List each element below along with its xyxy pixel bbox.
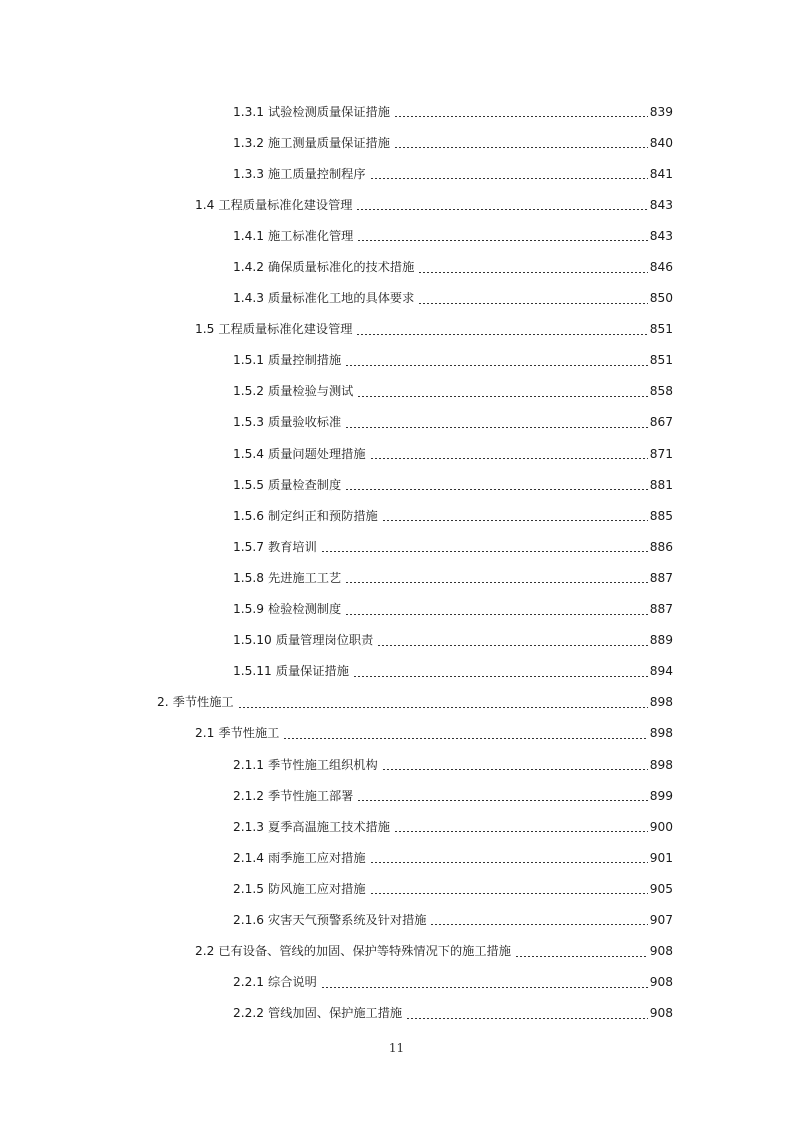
toc-entry[interactable] (0, 283, 793, 314)
toc-entry-number: 2.1.6 (233, 912, 265, 927)
toc-entry-title: 教育培训 (268, 539, 317, 554)
toc-entry-label (233, 539, 317, 555)
toc-dot-leader (321, 987, 648, 988)
toc-entry-title: 质量验收标准 (268, 415, 342, 430)
toc-entry-label (233, 850, 366, 866)
toc-entry[interactable] (0, 127, 793, 158)
toc-entry-label (195, 725, 279, 741)
toc-entry-title: 试验检测质量保证措施 (268, 104, 390, 119)
toc-entry-number: 1.5.5 (233, 477, 265, 492)
toc-entry-number: 1.4.2 (233, 260, 265, 275)
toc-dot-leader (370, 862, 648, 863)
toc-entry-page: 858 (649, 384, 673, 399)
toc-entry-page: 851 (649, 322, 673, 337)
toc-entry-number: 1.5.9 (233, 602, 265, 617)
toc-entry-title: 施工标准化管理 (268, 228, 354, 243)
toc-entry-number: 1.5.6 (233, 508, 265, 523)
toc-dot-leader (377, 645, 647, 646)
toc-entry-label (233, 104, 390, 120)
toc-dot-leader (370, 178, 648, 179)
toc-entry-title: 质量控制措施 (268, 353, 342, 368)
toc-entry-number: 1.5.11 (233, 664, 272, 679)
toc-dot-leader (238, 707, 648, 708)
toc-entry-label (233, 881, 366, 897)
toc-entry-page: 907 (649, 912, 673, 927)
toc-entry[interactable] (0, 407, 793, 438)
toc-entry-number: 1.4 (195, 197, 215, 212)
toc-entry-page: 843 (649, 228, 673, 243)
toc-entry[interactable] (0, 687, 793, 718)
toc-entry-title: 灾害天气预警系统及针对措施 (268, 912, 427, 927)
toc-entry[interactable] (0, 656, 793, 687)
toc-entry-label (233, 601, 341, 617)
toc-entry-label (233, 912, 426, 928)
toc-entry-title: 质量问题处理措施 (268, 446, 366, 461)
toc-entry-label (233, 788, 353, 804)
toc-entry[interactable] (0, 96, 793, 127)
toc-entry-page: 871 (649, 446, 673, 461)
toc-entry-page: 887 (649, 570, 673, 585)
toc-entry-page: 846 (649, 260, 673, 275)
toc-entry-page: 886 (649, 539, 673, 554)
toc-dot-leader (357, 396, 647, 397)
toc-entry-label (233, 757, 378, 773)
toc-entry-label (233, 290, 414, 306)
toc-dot-leader (418, 272, 647, 273)
toc-entry-label (233, 446, 366, 462)
toc-entry-number: 2.1 (195, 726, 215, 741)
toc-entry-title: 施工测量质量保证措施 (268, 135, 390, 150)
toc-entry-page: 839 (649, 104, 673, 119)
toc-entry[interactable] (0, 842, 793, 873)
toc-entry-label (233, 383, 353, 399)
toc-entry[interactable] (0, 967, 793, 998)
toc-entry-page: 898 (649, 726, 673, 741)
toc-entry[interactable] (0, 594, 793, 625)
toc-entry-number: 1.4.1 (233, 228, 265, 243)
toc-entry-number: 1.5.3 (233, 415, 265, 430)
toc-entry-title: 工程质量标准化建设管理 (218, 322, 353, 337)
toc-entry-title: 制定纠正和预防措施 (268, 508, 378, 523)
toc-entry-page: 885 (649, 508, 673, 523)
toc-entry-page: 851 (649, 353, 673, 368)
toc-dot-leader (356, 209, 647, 210)
toc-entry-page: 898 (649, 695, 673, 710)
toc-entry[interactable] (0, 531, 793, 562)
toc-entry[interactable] (0, 562, 793, 593)
toc-entry-title: 施工质量控制程序 (268, 166, 366, 181)
toc-entry-number: 2. (157, 695, 169, 710)
toc-entry[interactable] (0, 469, 793, 500)
toc-dot-leader (382, 769, 648, 770)
toc-entry-number: 2.1.5 (233, 881, 265, 896)
toc-entry-title: 季节性施工 (218, 726, 280, 741)
toc-entry-title: 质量检验与测试 (268, 384, 354, 399)
toc-entry-number: 1.5.8 (233, 570, 265, 585)
toc-dot-leader (382, 520, 648, 521)
toc-entry-label (195, 321, 352, 337)
toc-entry-page: 905 (649, 881, 673, 896)
toc-entry-page: 898 (649, 757, 673, 772)
toc-entry[interactable] (0, 780, 793, 811)
toc-entry-title: 季节性施工组织机构 (268, 757, 378, 772)
toc-dot-leader (406, 1018, 648, 1019)
toc-dot-leader (394, 116, 648, 117)
toc-entry[interactable] (0, 158, 793, 189)
toc-entry[interactable] (0, 376, 793, 407)
toc-entry-page: 867 (649, 415, 673, 430)
toc-entry-number: 2.2.2 (233, 1006, 265, 1021)
toc-dot-leader (430, 924, 647, 925)
toc-entry-page: 908 (649, 944, 673, 959)
toc-entry[interactable] (0, 625, 793, 656)
toc-entry[interactable] (0, 220, 793, 251)
toc-entry-title: 确保质量标准化的技术措施 (268, 260, 415, 275)
toc-entry-title: 季节性施工部署 (268, 788, 354, 803)
toc-dot-leader (345, 427, 648, 428)
toc-entry-label (233, 570, 341, 586)
toc-entry-label (233, 414, 341, 430)
toc-entry-page: 843 (649, 197, 673, 212)
toc-entry-number: 1.5.10 (233, 633, 272, 648)
toc-entry-page: 889 (649, 633, 673, 648)
toc-dot-leader (345, 489, 648, 490)
toc-entry-label (233, 508, 378, 524)
toc-entry-page: 908 (649, 975, 673, 990)
toc-dot-leader (353, 676, 648, 677)
toc-dot-leader (321, 551, 648, 552)
toc-entry-page: 901 (649, 850, 673, 865)
toc-dot-leader (418, 303, 647, 304)
toc-dot-leader (345, 365, 648, 366)
toc-dot-leader (370, 893, 648, 894)
toc-entry-label (195, 943, 511, 959)
toc-dot-leader (394, 831, 648, 832)
toc-entry-number: 1.3.2 (233, 135, 265, 150)
toc-entry[interactable] (0, 718, 793, 749)
toc-dot-leader (345, 614, 648, 615)
toc-entry-label (233, 166, 366, 182)
toc-entry-number: 2.1.2 (233, 788, 265, 803)
toc-entry-page: 841 (649, 166, 673, 181)
toc-dot-leader (345, 582, 648, 583)
toc-entry[interactable] (0, 873, 793, 904)
toc-entry[interactable] (0, 936, 793, 967)
toc-entry-title: 夏季高温施工技术措施 (268, 819, 390, 834)
toc-entry[interactable] (0, 998, 793, 1029)
toc-entry-number: 1.5.1 (233, 353, 265, 368)
toc-entry[interactable] (0, 345, 793, 376)
toc-entry-label (233, 632, 373, 648)
toc-entry-label (195, 197, 352, 213)
toc-entry-page: 881 (649, 477, 673, 492)
toc-entry-title: 工程质量标准化建设管理 (218, 197, 353, 212)
toc-entry-number: 2.2 (195, 944, 215, 959)
toc-entry-title: 防风施工应对措施 (268, 881, 366, 896)
toc-entry-title: 检验检测制度 (268, 602, 342, 617)
table-of-contents (0, 96, 793, 1029)
toc-dot-leader (370, 458, 648, 459)
toc-entry-number: 1.4.3 (233, 291, 265, 306)
toc-entry-number: 1.5.2 (233, 384, 265, 399)
toc-entry[interactable] (0, 904, 793, 935)
toc-dot-leader (357, 240, 647, 241)
toc-entry-title: 综合说明 (268, 975, 317, 990)
toc-entry-page: 894 (649, 664, 673, 679)
toc-dot-leader (394, 147, 648, 148)
toc-entry-number: 1.3.1 (233, 104, 265, 119)
toc-entry-label (233, 663, 349, 679)
toc-entry-page: 900 (649, 819, 673, 834)
toc-entry-title: 雨季施工应对措施 (268, 850, 366, 865)
toc-entry-title: 质量标准化工地的具体要求 (268, 291, 415, 306)
toc-entry-page: 887 (649, 602, 673, 617)
toc-entry[interactable] (0, 314, 793, 345)
toc-entry-label (233, 352, 341, 368)
toc-entry[interactable] (0, 438, 793, 469)
toc-entry-number: 2.2.1 (233, 975, 265, 990)
toc-entry-label (233, 259, 414, 275)
toc-entry-number: 2.1.3 (233, 819, 265, 834)
toc-entry-title: 先进施工工艺 (268, 570, 342, 585)
toc-entry-label (233, 477, 341, 493)
toc-entry-number: 2.1.4 (233, 850, 265, 865)
toc-entry-page: 850 (649, 291, 673, 306)
toc-dot-leader (515, 956, 648, 957)
toc-entry-number: 1.5 (195, 322, 215, 337)
toc-entry-label (233, 228, 353, 244)
toc-entry-title: 质量保证措施 (275, 664, 349, 679)
toc-entry[interactable] (0, 749, 793, 780)
toc-entry-number: 1.3.3 (233, 166, 265, 181)
toc-entry-title: 已有设备、管线的加固、保护等特殊情况下的施工措施 (218, 944, 511, 959)
toc-entry-label (157, 694, 234, 710)
toc-entry-page: 840 (649, 135, 673, 150)
toc-entry-number: 2.1.1 (233, 757, 265, 772)
toc-entry-title: 季节性施工 (172, 695, 234, 710)
toc-entry-number: 1.5.7 (233, 539, 265, 554)
toc-entry-label (233, 1005, 402, 1021)
toc-entry-label (233, 819, 390, 835)
toc-dot-leader (356, 334, 647, 335)
toc-entry-label (233, 135, 390, 151)
toc-entry[interactable] (0, 189, 793, 220)
page-number: 11 (388, 1041, 405, 1055)
toc-entry-page: 899 (649, 788, 673, 803)
toc-entry-title: 质量管理岗位职责 (275, 633, 374, 648)
toc-dot-leader (283, 738, 647, 739)
toc-entry-page: 908 (649, 1006, 673, 1021)
toc-entry-number: 1.5.4 (233, 446, 265, 461)
toc-entry[interactable] (0, 500, 793, 531)
toc-entry-title: 管线加固、保护施工措施 (268, 1006, 403, 1021)
toc-dot-leader (357, 800, 647, 801)
toc-entry[interactable] (0, 251, 793, 282)
toc-entry[interactable] (0, 811, 793, 842)
toc-entry-title: 质量检查制度 (268, 477, 342, 492)
toc-entry-label (233, 974, 317, 990)
